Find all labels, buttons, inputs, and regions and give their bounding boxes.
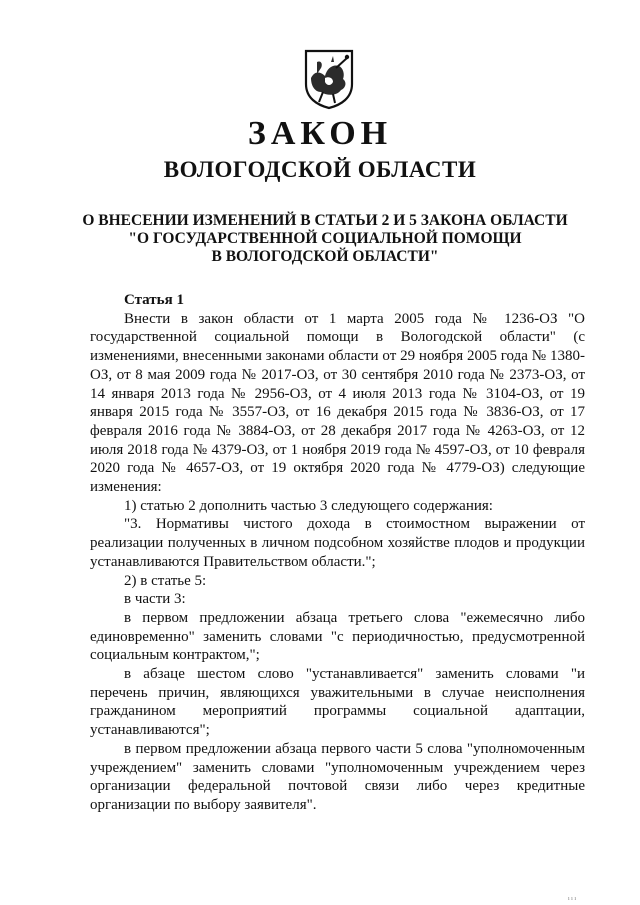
paragraph-item-1: 1) статью 2 дополнить частью 3 следующего содержания: [124,497,493,514]
law-body [90,291,585,815]
heading-line: "О ГОСУДАРСТВЕННОЙ СОЦИАЛЬНОЙ ПОМОЩИ [128,230,522,247]
law-heading [70,212,580,266]
paragraph-amendments-intro: Внести в закон области от 1 марта 2005 года № 1236-ОЗ "О государственной социальной помощи в Вологодской области" (с изменениями, внесенными законами области от 29 ноября 2005 года № 1380-ОЗ, от 8 мая 2009 года № 2017-ОЗ, от 30 сентября 2010 года № 2373-ОЗ, от 14 января 2013 года № 2956-ОЗ, от 4 июля 2013 года № 3104-ОЗ, от 19 января 2015 года № 3557-ОЗ, от 16 декабря 2015 года № 3836-ОЗ, от 17 февраля 2016 года № 3884-ОЗ, от 28 декабря 2017 года № 4263-ОЗ, от 12 июля 2018 года № 4379-ОЗ, от 1 ноября 2019 года № 4597-ОЗ, от 10 февраля 2020 года № 4657-ОЗ, от 19 октября 2020 года № 4779-ОЗ) следующие изменения: [90,310,585,496]
heading-line: В ВОЛОГОДСКОЙ ОБЛАСТИ" [211,248,439,265]
paragraph-quote-norms: "3. Нормативы чистого дохода в стоимостном выражении от реализации полученных в личном подсобном хозяйстве плодов и продукции устанавливаются Правительством области."; [90,516,585,570]
document-title: ЗАКОН [247,115,393,152]
paragraph-part-5: в первом предложении абзаца первого части 5 слова "уполномоченным учреждением" заменить словами "уполномоченным учреждением через организации федеральной почтовой связи либо через кредитные организации по выбору заявителя". [90,740,585,813]
paragraph-first-sentence: в первом предложении абзаца третьего слова "ежемесячно либо единовременно" заменить словами "с периодичностью, предусмотренной социальным контрактом,"; [90,609,585,664]
document-subtitle: ВОЛОГОДСКОЙ ОБЛАСТИ [163,157,477,182]
heading-line: О ВНЕСЕНИИ ИЗМЕНЕНИЙ В СТАТЬИ 2 И 5 ЗАКОНА ОБЛАСТИ [82,212,568,229]
article-label: Статья 1 [124,292,184,308]
footer-mark: ı ı ı [568,896,577,902]
paragraph-item-2: 2) в статье 5: [124,572,207,589]
paragraph-part-3: в части 3: [124,591,186,608]
paragraph-sixth-abzac: в абзаце шестом слово "устанавливается" заменить словами "и перечень причин, являющихся уважительными в случае неисполнения гражданином мероприятий программы социальной адаптации, устанавливаются"; [90,666,585,739]
coat-of-arms-emblem [303,48,355,110]
